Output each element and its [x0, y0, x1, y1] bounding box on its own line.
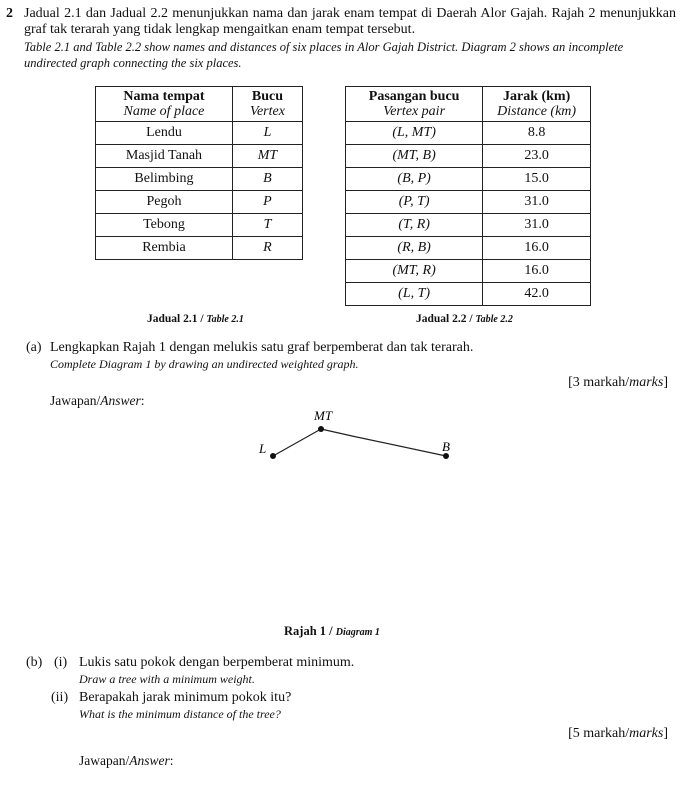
part-b-ii-text-malay: Berapakah jarak minimum pokok itu? [79, 690, 292, 705]
answer-malay: Jawapan/ [50, 393, 101, 408]
part-b-ii-label: (ii) [51, 690, 69, 705]
place-name: Tebong [96, 214, 233, 237]
distance-value: 16.0 [483, 260, 591, 283]
question-intro-english: Table 2.1 and Table 2.2 show names and distances of six places in Alor Gajah District. Diagram 2 shows an incomplete undirected graph connecting the six places. [24, 40, 624, 70]
place-name: Rembia [96, 237, 233, 260]
marks-english: marks [629, 726, 664, 741]
vertex-label: MT [232, 145, 302, 168]
marks-bracket: ] [663, 375, 668, 390]
part-b-marks [568, 726, 668, 742]
header-english: Distance (km) [497, 104, 577, 119]
header-english: Name of place [123, 104, 205, 119]
marks-malay: [3 markah/ [568, 375, 630, 390]
part-a-text-malay: Lengkapkan Rajah 1 dengan melukis satu graf berpemberat dan tak terarah. [50, 340, 474, 355]
distance-value: 31.0 [483, 214, 591, 237]
part-b-i-label: (i) [54, 655, 68, 670]
distance-value: 31.0 [483, 191, 591, 214]
vertex-b-label: B [442, 439, 450, 454]
distance-value: 8.8 [483, 122, 591, 145]
answer-english: Answer [100, 393, 141, 408]
answer-colon: : [169, 753, 174, 768]
marks-english: marks [629, 375, 664, 390]
vertex-pair: (L, T) [346, 283, 483, 306]
vertex-pair: (R, B) [346, 237, 483, 260]
vertex-label: B [232, 168, 302, 191]
vertex-label: T [232, 214, 302, 237]
vertex-label: P [232, 191, 302, 214]
distance-value: 42.0 [483, 283, 591, 306]
header-malay: Nama tempat [123, 89, 205, 104]
distance-value: 16.0 [483, 237, 591, 260]
vertex-pair: (MT, R) [346, 260, 483, 283]
place-name: Pegoh [96, 191, 233, 214]
part-b-label: (b) [26, 655, 43, 670]
vertex-label: R [232, 237, 302, 260]
answer-colon: : [140, 393, 145, 408]
vertex-l-label: L [259, 441, 267, 456]
header-english: Vertex pair [383, 104, 446, 119]
header-malay: Jarak (km) [502, 89, 571, 104]
caption-malay: Jadual 2.2 / [416, 313, 473, 325]
vertex-mt-dot [318, 426, 324, 432]
part-a-label: (a) [26, 340, 42, 355]
caption-malay: Rajah 1 / [284, 624, 333, 638]
part-b-answer-label [79, 753, 174, 769]
place-name: Lendu [96, 122, 233, 145]
header-malay: Bucu [251, 89, 284, 104]
vertex-label: L [232, 122, 302, 145]
diagram-1-caption [284, 624, 380, 639]
marks-bracket: ] [663, 726, 668, 741]
part-b-ii-text-english: What is the minimum distance of the tree? [79, 707, 281, 721]
distance-value: 23.0 [483, 145, 591, 168]
question-intro-malay: Jadual 2.1 dan Jadual 2.2 menunjukkan nama dan jarak enam tempat di Daerah Alor Gajah. Rajah 2 menunjukkan graf tak terarah yang tidak lengkap mengaitkan enam tempat tersebut. [24, 6, 676, 37]
vertex-pair: (MT, B) [346, 145, 483, 168]
answer-english: Answer [129, 753, 170, 768]
part-b-i-text-malay: Lukis satu pokok dengan berpemberat minimum. [79, 655, 355, 670]
caption-malay: Jadual 2.1 / [147, 313, 204, 325]
vertex-pair: (P, T) [346, 191, 483, 214]
place-name: Belimbing [96, 168, 233, 191]
vertex-pair: (B, P) [346, 168, 483, 191]
answer-malay: Jawapan/ [79, 753, 130, 768]
caption-english: Table 2.2 [475, 314, 513, 325]
vertex-pair: (T, R) [346, 214, 483, 237]
edge-mt-b [321, 429, 446, 456]
header-malay: Pasangan bucu [368, 89, 460, 104]
distance-value: 15.0 [483, 168, 591, 191]
header-english: Vertex [249, 104, 285, 119]
question-number: 2 [6, 6, 13, 21]
vertex-mt-label: MT [314, 408, 333, 423]
place-name: Masjid Tanah [96, 145, 233, 168]
part-a-text-english: Complete Diagram 1 by drawing an undirected weighted graph. [50, 357, 359, 371]
vertex-pair: (L, MT) [346, 122, 483, 145]
caption-english: Diagram 1 [335, 627, 380, 638]
part-b-i-text-english: Draw a tree with a minimum weight. [79, 672, 255, 686]
caption-english: Table 2.1 [206, 314, 244, 325]
edge-l-mt [273, 429, 321, 456]
vertex-l-dot [270, 453, 276, 459]
marks-malay: [5 markah/ [568, 726, 630, 741]
